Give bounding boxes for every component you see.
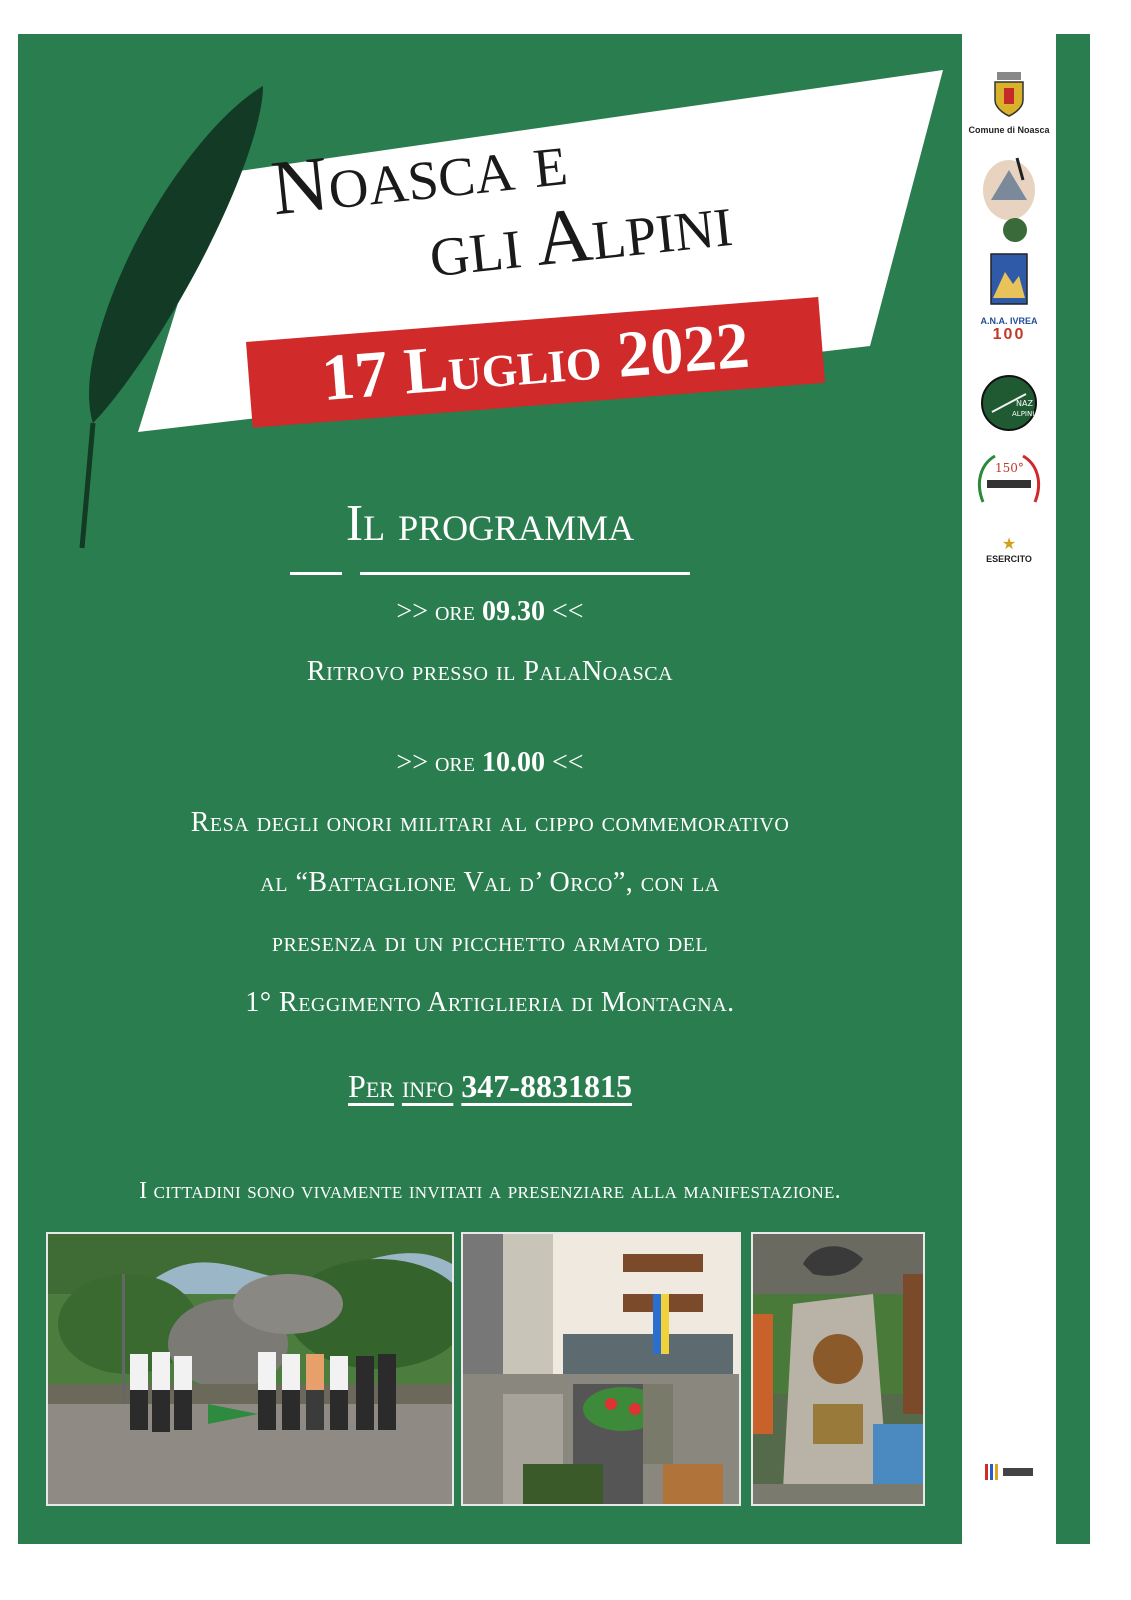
photo-monument-image [753, 1234, 923, 1504]
photo-monument-eagle [751, 1232, 925, 1506]
program-heading: Il programma [345, 495, 635, 552]
coat-of-arms-icon [989, 70, 1029, 120]
heading-underline [290, 572, 342, 575]
esercito-logo [968, 534, 1050, 564]
ana-number: 100 [992, 326, 1026, 343]
comune-logo [968, 70, 1050, 135]
ana-label: A.N.A. IVREA [980, 316, 1038, 326]
mountain-badge [968, 252, 1050, 311]
photo-group-at-memorial [46, 1232, 454, 1506]
invitation-text: I cittadini sono vivamente invitati a presenziare alla manifestazione. [139, 1178, 841, 1204]
event-description: presenza di un picchetto armato del [271, 927, 709, 958]
naz-line-2: ALPINI [1012, 410, 1035, 418]
event-description: Ritrovo presso il PalaNoasca [306, 656, 674, 687]
poster [18, 34, 962, 1544]
sponsor-logos [968, 34, 1050, 1544]
anniversary-wreath-icon [973, 452, 1045, 514]
photo-group-image [48, 1234, 452, 1504]
alpine-illustration-icon [977, 150, 1041, 244]
photo-wreath-ceremony [461, 1232, 741, 1506]
anniversary-logo [968, 452, 1050, 519]
time-value: 10.00 [482, 747, 545, 778]
event-description: 1° Reggimento Artiglieria di Montagna. [245, 987, 735, 1018]
naz-line-1: NAZ [1016, 399, 1033, 408]
naz-alpini-logo [968, 374, 1050, 437]
event-description: Resa degli onori militari al cippo commemorativo [190, 807, 790, 838]
heading-underline [360, 572, 690, 575]
illustrated-logo [968, 150, 1050, 249]
mountain-icon [989, 252, 1029, 306]
alpini-seal-icon [980, 374, 1038, 432]
info-label: Per [348, 1068, 394, 1104]
event-description: al “Battaglione Val d’ Orco”, con la [260, 867, 720, 898]
star-icon: ★ [1001, 536, 1017, 553]
info-label: info [401, 1068, 454, 1104]
right-green-strip [1056, 34, 1090, 1544]
event-time-2: >> ore 10.00 << [396, 747, 584, 778]
time-value: 09.30 [482, 596, 545, 627]
title-line-2: gli Alpini [424, 175, 736, 294]
anniversary-number: 150° [995, 461, 1024, 475]
event-time-1: >> ore 09.30 << [396, 596, 584, 627]
info-line [18, 1068, 962, 1105]
event-date: 17 Luglio 2022 [319, 308, 752, 416]
title-line-1: Noasca e [267, 114, 571, 232]
ana-ivrea-logo [968, 316, 1050, 344]
feather-icon [58, 78, 278, 558]
esercito-label: ESERCITO [986, 554, 1032, 564]
footer-brand-icon [979, 1462, 1039, 1486]
footer-logo [968, 1462, 1050, 1491]
comune-label: Comune di Noasca [968, 125, 1050, 135]
info-phone: 347-8831815 [461, 1068, 632, 1104]
photo-wreath-image [463, 1234, 739, 1504]
